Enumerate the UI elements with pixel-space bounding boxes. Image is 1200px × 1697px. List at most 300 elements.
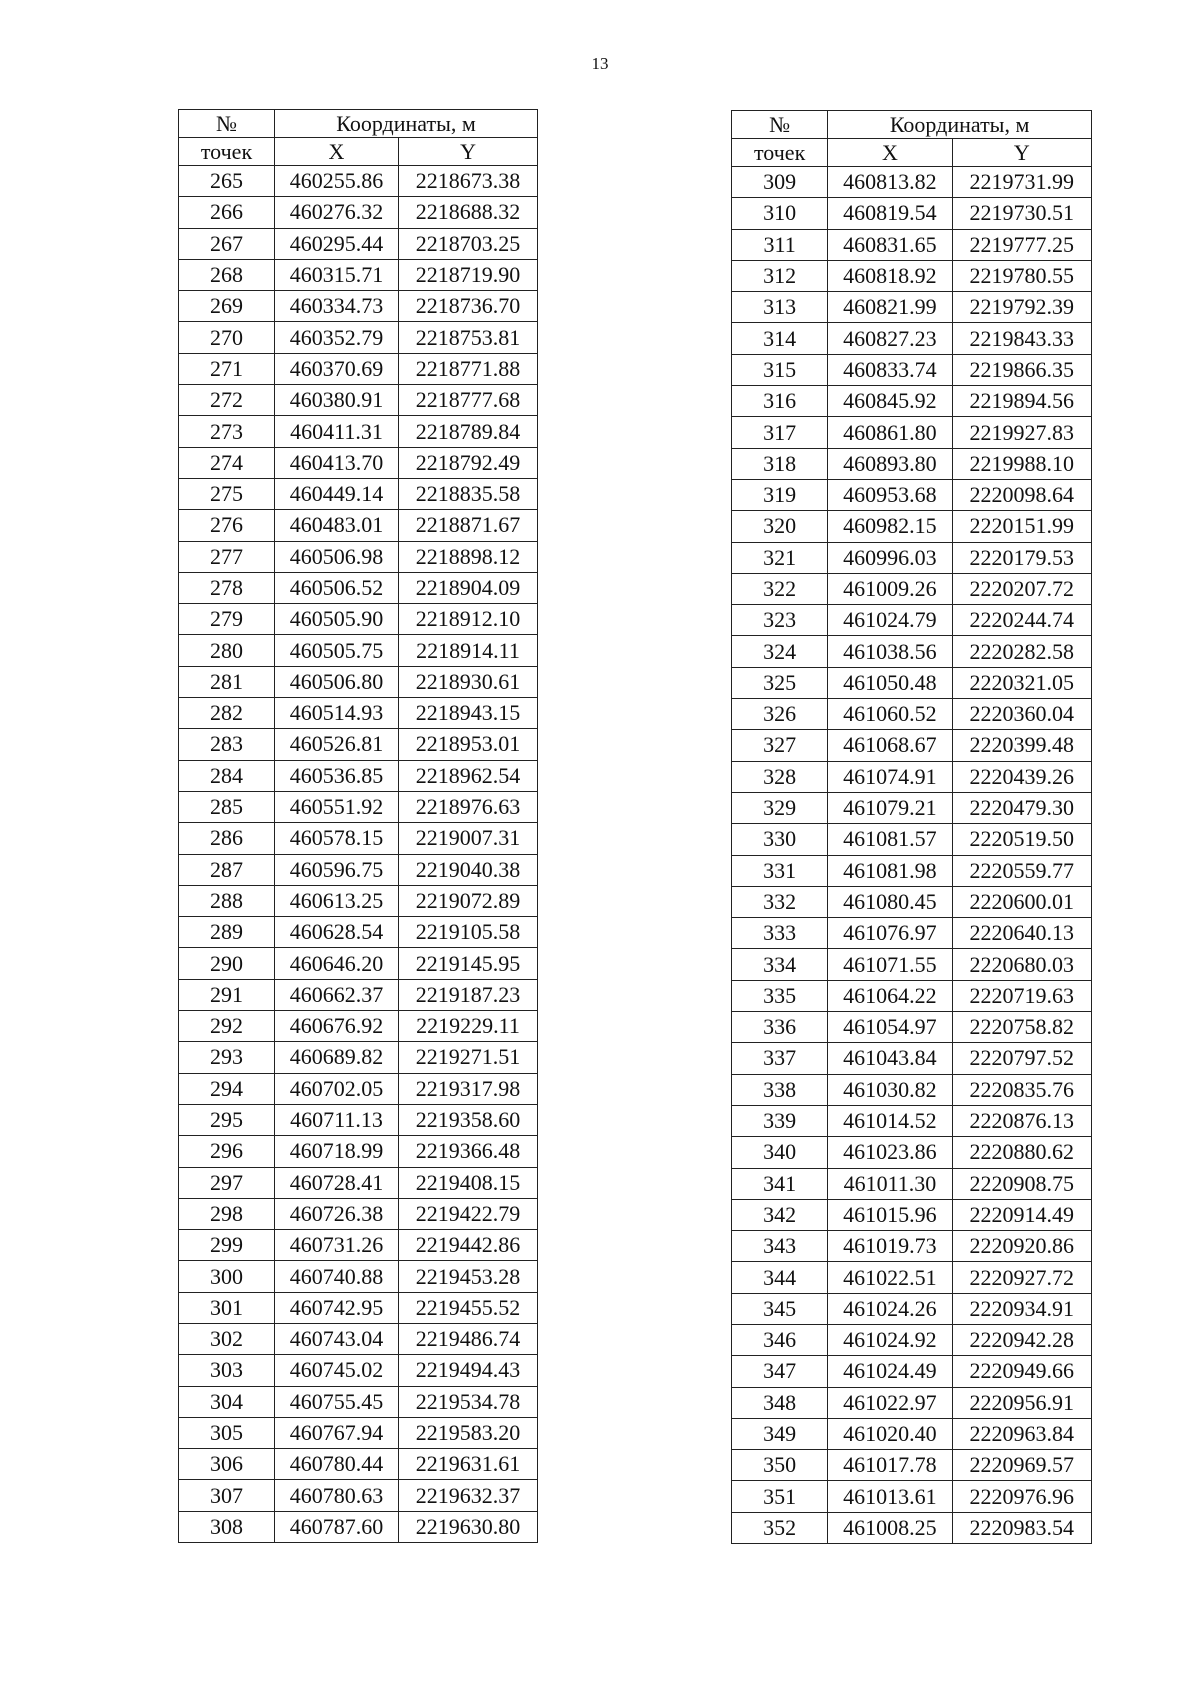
table-row: [732, 354, 1092, 385]
point-number-cell: 329: [732, 792, 828, 823]
y-coordinate-cell: 2218673.38: [399, 166, 538, 197]
table-row: [732, 573, 1092, 604]
y-coordinate-cell: 2219040.38: [399, 854, 538, 885]
x-coordinate-cell: 461071.55: [828, 949, 952, 980]
point-number-cell: 305: [179, 1417, 275, 1448]
point-number-cell: 331: [732, 855, 828, 886]
point-number-cell: 306: [179, 1449, 275, 1480]
x-coordinate-cell: 461081.98: [828, 855, 952, 886]
x-coordinate-cell: 461068.67: [828, 730, 952, 761]
table-row: [179, 1417, 538, 1448]
x-coordinate-cell: 460726.38: [275, 1198, 399, 1229]
y-coordinate-cell: 2219583.20: [399, 1417, 538, 1448]
y-coordinate-cell: 2220942.28: [952, 1324, 1091, 1355]
coordinates-header: Координаты, м: [828, 111, 1092, 139]
x-coordinate-cell: 460787.60: [275, 1511, 399, 1542]
x-coordinate-cell: 460352.79: [275, 322, 399, 353]
table-row: [179, 948, 538, 979]
x-coordinate-cell: 460813.82: [828, 167, 952, 198]
table-row: [179, 416, 538, 447]
point-number-cell: 297: [179, 1167, 275, 1198]
point-number-cell: 265: [179, 166, 275, 197]
x-coordinate-cell: 460370.69: [275, 353, 399, 384]
x-coordinate-cell: 460767.94: [275, 1417, 399, 1448]
x-coordinate-cell: 461024.79: [828, 605, 952, 636]
table-row: [179, 885, 538, 916]
table-row: [732, 1012, 1092, 1043]
point-number-cell: 335: [732, 980, 828, 1011]
x-coordinate-cell: 460996.03: [828, 542, 952, 573]
x-coordinate-cell: 461079.21: [828, 792, 952, 823]
y-coordinate-cell: 2219358.60: [399, 1104, 538, 1135]
x-coordinate-cell: 461038.56: [828, 636, 952, 667]
point-number-cell: 273: [179, 416, 275, 447]
x-coordinate-cell: 460718.99: [275, 1136, 399, 1167]
point-number-cell: 336: [732, 1012, 828, 1043]
table-row: [732, 605, 1092, 636]
point-number-cell: 268: [179, 259, 275, 290]
point-number-cell: 310: [732, 198, 828, 229]
x-coordinate-cell: 461043.84: [828, 1043, 952, 1074]
x-coordinate-cell: 460982.15: [828, 511, 952, 542]
y-coordinate-cell: 2219007.31: [399, 823, 538, 854]
point-number-cell: 299: [179, 1230, 275, 1261]
table-row: [732, 1293, 1092, 1324]
point-number-cell: 325: [732, 667, 828, 698]
y-coordinate-cell: 2219145.95: [399, 948, 538, 979]
point-number-cell: 291: [179, 979, 275, 1010]
point-number-cell: 332: [732, 886, 828, 917]
y-coordinate-cell: 2220207.72: [952, 573, 1091, 604]
table-row: [732, 730, 1092, 761]
table-row: [179, 385, 538, 416]
y-coordinate-cell: 2219927.83: [952, 417, 1091, 448]
table-row: [732, 1418, 1092, 1449]
point-number-cell: 347: [732, 1356, 828, 1387]
table-row: [732, 479, 1092, 510]
y-coordinate-cell: 2220151.99: [952, 511, 1091, 542]
y-coordinate-cell: 2219494.43: [399, 1355, 538, 1386]
y-coordinate-cell: 2220640.13: [952, 918, 1091, 949]
y-coordinate-cell: 2220439.26: [952, 761, 1091, 792]
y-coordinate-cell: 2218962.54: [399, 760, 538, 791]
y-coordinate-cell: 2220179.53: [952, 542, 1091, 573]
y-coordinate-cell: 2219229.11: [399, 1011, 538, 1042]
table-row: [179, 1261, 538, 1292]
y-coordinate-cell: 2220797.52: [952, 1043, 1091, 1074]
x-coordinate-cell: 460334.73: [275, 291, 399, 322]
y-coordinate-cell: 2218898.12: [399, 541, 538, 572]
table-row: [732, 323, 1092, 354]
table-row: [732, 1074, 1092, 1105]
x-header: X: [275, 138, 399, 166]
table-row: [732, 1105, 1092, 1136]
x-coordinate-cell: 460413.70: [275, 447, 399, 478]
point-number-cell: 346: [732, 1324, 828, 1355]
page-number: 13: [591, 54, 609, 73]
table-row: [179, 197, 538, 228]
y-coordinate-cell: 2219894.56: [952, 386, 1091, 417]
y-coordinate-cell: 2219366.48: [399, 1136, 538, 1167]
x-coordinate-cell: 460506.52: [275, 572, 399, 603]
x-coordinate-cell: 460740.88: [275, 1261, 399, 1292]
y-coordinate-cell: 2219453.28: [399, 1261, 538, 1292]
point-number-header: №: [732, 111, 828, 139]
x-coordinate-cell: 460596.75: [275, 854, 399, 885]
y-coordinate-cell: 2219792.39: [952, 292, 1091, 323]
table-row: [732, 1387, 1092, 1418]
point-number-cell: 269: [179, 291, 275, 322]
y-coordinate-cell: 2219422.79: [399, 1198, 538, 1229]
table-row: [179, 1511, 538, 1542]
y-coordinate-cell: 2218789.84: [399, 416, 538, 447]
point-number-cell: 327: [732, 730, 828, 761]
point-number-cell: 302: [179, 1323, 275, 1354]
y-coordinate-cell: 2219843.33: [952, 323, 1091, 354]
coordinates-table-right: [731, 110, 1092, 1544]
y-coordinate-cell: 2220983.54: [952, 1512, 1091, 1543]
x-coordinate-cell: 460315.71: [275, 259, 399, 290]
table-row: [732, 1512, 1092, 1543]
table-row: [179, 353, 538, 384]
y-coordinate-cell: 2219486.74: [399, 1323, 538, 1354]
table-row: [179, 1355, 538, 1386]
y-coordinate-cell: 2220835.76: [952, 1074, 1091, 1105]
x-coordinate-cell: 460505.75: [275, 635, 399, 666]
x-coordinate-cell: 460745.02: [275, 1355, 399, 1386]
table-row: [179, 1449, 538, 1480]
table-row: [732, 761, 1092, 792]
y-coordinate-cell: 2220956.91: [952, 1387, 1091, 1418]
x-coordinate-cell: 461074.91: [828, 761, 952, 792]
table-row: [179, 228, 538, 259]
point-number-cell: 307: [179, 1480, 275, 1511]
table-row: [732, 260, 1092, 291]
table-row: [179, 854, 538, 885]
point-number-cell: 294: [179, 1073, 275, 1104]
x-coordinate-cell: 461024.49: [828, 1356, 952, 1387]
y-coordinate-cell: 2218792.49: [399, 447, 538, 478]
x-coordinate-cell: 460526.81: [275, 729, 399, 760]
table-row: [732, 417, 1092, 448]
x-coordinate-cell: 460449.14: [275, 478, 399, 509]
x-coordinate-cell: 460646.20: [275, 948, 399, 979]
point-number-cell: 285: [179, 791, 275, 822]
table-row: [732, 1137, 1092, 1168]
point-number-cell: 298: [179, 1198, 275, 1229]
y-coordinate-cell: 2218912.10: [399, 604, 538, 635]
table-row: [732, 1262, 1092, 1293]
coordinates-header: Координаты, м: [275, 110, 538, 138]
y-coordinate-cell: 2220927.72: [952, 1262, 1091, 1293]
point-number-cell: 267: [179, 228, 275, 259]
table-row: [732, 949, 1092, 980]
x-coordinate-cell: 460613.25: [275, 885, 399, 916]
y-coordinate-cell: 2218976.63: [399, 791, 538, 822]
y-header: Y: [399, 138, 538, 166]
point-number-cell: 344: [732, 1262, 828, 1293]
table-row: [732, 980, 1092, 1011]
x-coordinate-cell: 461080.45: [828, 886, 952, 917]
y-coordinate-cell: 2219442.86: [399, 1230, 538, 1261]
y-coordinate-cell: 2220920.86: [952, 1231, 1091, 1262]
x-coordinate-cell: 460861.80: [828, 417, 952, 448]
x-coordinate-cell: 460276.32: [275, 197, 399, 228]
x-coordinate-cell: 460578.15: [275, 823, 399, 854]
table-row: [732, 292, 1092, 323]
table-row: [732, 229, 1092, 260]
point-number-cell: 282: [179, 698, 275, 729]
y-coordinate-cell: 2218835.58: [399, 478, 538, 509]
point-number-cell: 279: [179, 604, 275, 635]
x-coordinate-cell: 460728.41: [275, 1167, 399, 1198]
y-coordinate-cell: 2219631.61: [399, 1449, 538, 1480]
point-number-cell: 319: [732, 479, 828, 510]
point-number-cell: 287: [179, 854, 275, 885]
point-number-cell: 283: [179, 729, 275, 760]
x-coordinate-cell: 460411.31: [275, 416, 399, 447]
point-number-cell: 338: [732, 1074, 828, 1105]
y-coordinate-cell: 2218904.09: [399, 572, 538, 603]
x-coordinate-cell: 460662.37: [275, 979, 399, 1010]
table-row: [732, 198, 1092, 229]
x-coordinate-cell: 461024.26: [828, 1293, 952, 1324]
point-number-cell: 345: [732, 1293, 828, 1324]
y-coordinate-cell: 2219630.80: [399, 1511, 538, 1542]
x-coordinate-cell: 460819.54: [828, 198, 952, 229]
point-number-cell: 312: [732, 260, 828, 291]
y-coordinate-cell: 2219777.25: [952, 229, 1091, 260]
table-row: [179, 823, 538, 854]
y-coordinate-cell: 2220680.03: [952, 949, 1091, 980]
table-row: [179, 1323, 538, 1354]
y-coordinate-cell: 2220479.30: [952, 792, 1091, 823]
x-coordinate-cell: 461024.92: [828, 1324, 952, 1355]
x-coordinate-cell: 461050.48: [828, 667, 952, 698]
x-coordinate-cell: 460711.13: [275, 1104, 399, 1135]
point-number-cell: 314: [732, 323, 828, 354]
table-row: [732, 1199, 1092, 1230]
point-number-cell: 290: [179, 948, 275, 979]
table-row: [732, 386, 1092, 417]
point-number-cell: 315: [732, 354, 828, 385]
x-coordinate-cell: 461022.97: [828, 1387, 952, 1418]
point-number-cell: 278: [179, 572, 275, 603]
x-coordinate-cell: 461013.61: [828, 1481, 952, 1512]
x-coordinate-cell: 460731.26: [275, 1230, 399, 1261]
y-coordinate-cell: 2218688.32: [399, 197, 538, 228]
point-number-cell: 280: [179, 635, 275, 666]
y-coordinate-cell: 2220963.84: [952, 1418, 1091, 1449]
point-number-cell: 276: [179, 510, 275, 541]
x-coordinate-cell: 460536.85: [275, 760, 399, 791]
point-number-header: №: [179, 110, 275, 138]
point-number-cell: 275: [179, 478, 275, 509]
y-coordinate-cell: 2218703.25: [399, 228, 538, 259]
y-coordinate-cell: 2219072.89: [399, 885, 538, 916]
table-row: [179, 729, 538, 760]
point-number-cell: 284: [179, 760, 275, 791]
x-coordinate-cell: 461008.25: [828, 1512, 952, 1543]
y-coordinate-cell: 2219988.10: [952, 448, 1091, 479]
x-coordinate-cell: 460506.98: [275, 541, 399, 572]
point-number-cell: 309: [732, 167, 828, 198]
table-row: [179, 572, 538, 603]
x-coordinate-cell: 461014.52: [828, 1105, 952, 1136]
table-row: [179, 1104, 538, 1135]
x-coordinate-cell: 460551.92: [275, 791, 399, 822]
table-row: [179, 1198, 538, 1229]
x-coordinate-cell: 460953.68: [828, 479, 952, 510]
x-coordinate-cell: 461060.52: [828, 699, 952, 730]
y-coordinate-cell: 2220908.75: [952, 1168, 1091, 1199]
x-coordinate-cell: 461017.78: [828, 1450, 952, 1481]
x-coordinate-cell: 460833.74: [828, 354, 952, 385]
x-coordinate-cell: 460506.80: [275, 666, 399, 697]
table-row: [179, 1042, 538, 1073]
y-coordinate-cell: 2220098.64: [952, 479, 1091, 510]
x-coordinate-cell: 461030.82: [828, 1074, 952, 1105]
y-coordinate-cell: 2219632.37: [399, 1480, 538, 1511]
point-number-cell: 323: [732, 605, 828, 636]
point-number-cell: 300: [179, 1261, 275, 1292]
x-coordinate-cell: 460689.82: [275, 1042, 399, 1073]
table-row: [732, 511, 1092, 542]
point-number-cell: 320: [732, 511, 828, 542]
table-row: [179, 791, 538, 822]
point-number-cell: 317: [732, 417, 828, 448]
x-coordinate-cell: 460827.23: [828, 323, 952, 354]
point-number-cell: 330: [732, 824, 828, 855]
x-coordinate-cell: 460295.44: [275, 228, 399, 259]
x-coordinate-cell: 460845.92: [828, 386, 952, 417]
y-header: Y: [952, 139, 1091, 167]
y-coordinate-cell: 2218943.15: [399, 698, 538, 729]
x-coordinate-cell: 460831.65: [828, 229, 952, 260]
coordinates-table-left: [178, 109, 538, 1543]
table-row: [732, 636, 1092, 667]
y-coordinate-cell: 2218771.88: [399, 353, 538, 384]
table-row: [732, 1231, 1092, 1262]
point-number-cell: 274: [179, 447, 275, 478]
y-coordinate-cell: 2220244.74: [952, 605, 1091, 636]
table-row: [179, 541, 538, 572]
point-number-cell: 293: [179, 1042, 275, 1073]
x-coordinate-cell: 461064.22: [828, 980, 952, 1011]
table-row: [179, 698, 538, 729]
y-coordinate-cell: 2219455.52: [399, 1292, 538, 1323]
point-number-subheader: точек: [732, 139, 828, 167]
y-coordinate-cell: 2218719.90: [399, 259, 538, 290]
y-coordinate-cell: 2218736.70: [399, 291, 538, 322]
table-row: [179, 1386, 538, 1417]
x-coordinate-cell: 461020.40: [828, 1418, 952, 1449]
point-number-cell: 272: [179, 385, 275, 416]
y-coordinate-cell: 2220399.48: [952, 730, 1091, 761]
point-number-cell: 351: [732, 1481, 828, 1512]
y-coordinate-cell: 2220360.04: [952, 699, 1091, 730]
y-coordinate-cell: 2220758.82: [952, 1012, 1091, 1043]
point-number-cell: 303: [179, 1355, 275, 1386]
y-coordinate-cell: 2218953.01: [399, 729, 538, 760]
y-coordinate-cell: 2220282.58: [952, 636, 1091, 667]
table-row: [179, 478, 538, 509]
table-row: [179, 166, 538, 197]
table-row: [179, 1292, 538, 1323]
x-coordinate-cell: 460780.44: [275, 1449, 399, 1480]
x-coordinate-cell: 461054.97: [828, 1012, 952, 1043]
y-coordinate-cell: 2218930.61: [399, 666, 538, 697]
x-coordinate-cell: 460893.80: [828, 448, 952, 479]
point-number-cell: 350: [732, 1450, 828, 1481]
x-coordinate-cell: 460821.99: [828, 292, 952, 323]
point-number-cell: 334: [732, 949, 828, 980]
point-number-cell: 311: [732, 229, 828, 260]
y-coordinate-cell: 2219187.23: [399, 979, 538, 1010]
point-number-cell: 339: [732, 1105, 828, 1136]
point-number-cell: 277: [179, 541, 275, 572]
x-coordinate-cell: 460742.95: [275, 1292, 399, 1323]
x-coordinate-cell: 460676.92: [275, 1011, 399, 1042]
x-coordinate-cell: 460780.63: [275, 1480, 399, 1511]
table-row: [179, 635, 538, 666]
table-row: [732, 667, 1092, 698]
y-coordinate-cell: 2220914.49: [952, 1199, 1091, 1230]
x-coordinate-cell: 461009.26: [828, 573, 952, 604]
point-number-cell: 348: [732, 1387, 828, 1418]
point-number-cell: 270: [179, 322, 275, 353]
table-row: [732, 855, 1092, 886]
point-number-cell: 288: [179, 885, 275, 916]
x-coordinate-cell: 461023.86: [828, 1137, 952, 1168]
table-row: [732, 1450, 1092, 1481]
point-number-cell: 289: [179, 917, 275, 948]
y-coordinate-cell: 2219105.58: [399, 917, 538, 948]
point-number-cell: 337: [732, 1043, 828, 1074]
point-number-cell: 281: [179, 666, 275, 697]
x-coordinate-cell: 460818.92: [828, 260, 952, 291]
y-coordinate-cell: 2219317.98: [399, 1073, 538, 1104]
point-number-cell: 296: [179, 1136, 275, 1167]
table-row: [732, 448, 1092, 479]
table-row: [732, 167, 1092, 198]
x-coordinate-cell: 460743.04: [275, 1323, 399, 1354]
y-coordinate-cell: 2220976.96: [952, 1481, 1091, 1512]
point-number-cell: 266: [179, 197, 275, 228]
point-number-cell: 340: [732, 1137, 828, 1168]
point-number-cell: 328: [732, 761, 828, 792]
x-coordinate-cell: 461022.51: [828, 1262, 952, 1293]
point-number-cell: 341: [732, 1168, 828, 1199]
y-coordinate-cell: 2218871.67: [399, 510, 538, 541]
x-coordinate-cell: 461019.73: [828, 1231, 952, 1262]
x-coordinate-cell: 461015.96: [828, 1199, 952, 1230]
point-number-cell: 316: [732, 386, 828, 417]
table-row: [732, 1481, 1092, 1512]
y-coordinate-cell: 2218914.11: [399, 635, 538, 666]
y-coordinate-cell: 2219271.51: [399, 1042, 538, 1073]
table-row: [732, 886, 1092, 917]
table-row: [179, 322, 538, 353]
table-row: [732, 824, 1092, 855]
table-row: [179, 979, 538, 1010]
table-row: [179, 1480, 538, 1511]
table-row: [179, 447, 538, 478]
table-row: [179, 1073, 538, 1104]
table-row: [732, 918, 1092, 949]
table-row: [179, 604, 538, 635]
y-coordinate-cell: 2219731.99: [952, 167, 1091, 198]
